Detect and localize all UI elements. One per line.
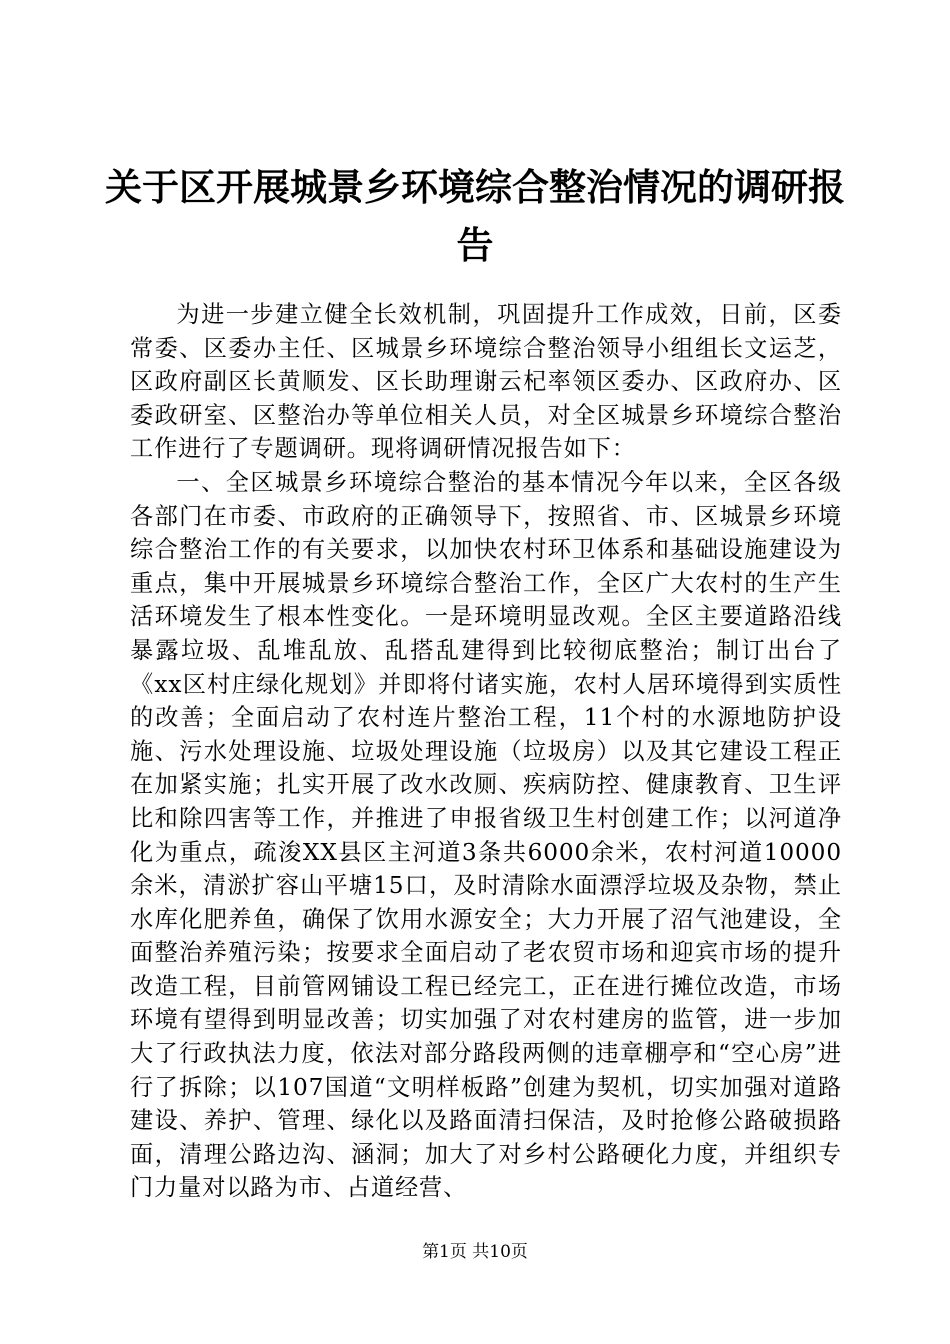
page-footer: 第1页 共10页 [422, 1242, 528, 1262]
body-paragraph: 一、全区城景乡环境综合整治的基本情况今年以来，全区各级各部门在市委、市政府的正确领导下，按照省、市、区城景乡环境综合整治工作的有关要求，以加快农村环卫体系和基础设施建设为重点，集中开展城景乡环境综合整治工作，全区广大农村的生产生活环境发生了根本性变化。一是环境明显改观。全区主要道路沿线暴露垃圾、乱堆乱放、乱搭乱建得到比较彻底整治；制订出台了《xx区村庄绿化规划》并即将付诸实施，农村人居环境得到实质性的改善；全面启动了农村连片整治工程，11个村的水源地防护设施、污水处理设施、垃圾处理设施（垃圾房）以及其它建设工程正在加紧实施；扎实开展了改水改厕、疾病防控、健康教育、卫生评比和除四害等工作，并推进了申报省级卫生村创建工作；以河道净化为重点，疏浚XX县区主河道3条共6000余米，农村河道10000余米，清淤扩容山平塘15口，及时清除水面漂浮垃圾及杂物，禁止水库化肥养鱼，确保了饮用水源安全；大力开展了沼气池建设，全面整治养殖污染；按要求全面启动了老农贸市场和迎宾市场的提升改造工程，目前管网铺设工程已经完工，正在进行摊位改造，市场环境有望得到明显改善；切实加强了对农村建房的监管，进一步加大了行政执法力度，依法对部分路段两侧的违章棚亭和“空心房”进行了拆除；以107国道“文明样板路”创建为契机，切实加强对道路建设、养护、管理、绿化以及路面清扫保洁，及时抢修公路破损路面，清理公路边沟、涵洞；加大了对乡村公路硬化力度，并组织专门力量对以路为市、占道经营、 [130, 468, 842, 1202]
document-title: 关于区开展城景乡环境综合整治情况的调研报告 [105, 165, 845, 267]
body-paragraph: 为进一步建立健全长效机制，巩固提升工作成效，日前，区委常委、区委办主任、区城景乡环境综合整治领导小组组长文运芝，区政府副区长黄顺发、区长助理谢云杞率领区委办、区政府办、区委政研室、区整治办等单位相关人员，对全区城景乡环境综合整治工作进行了专题调研。现将调研情况报告如下： [130, 301, 842, 463]
document-body [130, 298, 842, 1205]
